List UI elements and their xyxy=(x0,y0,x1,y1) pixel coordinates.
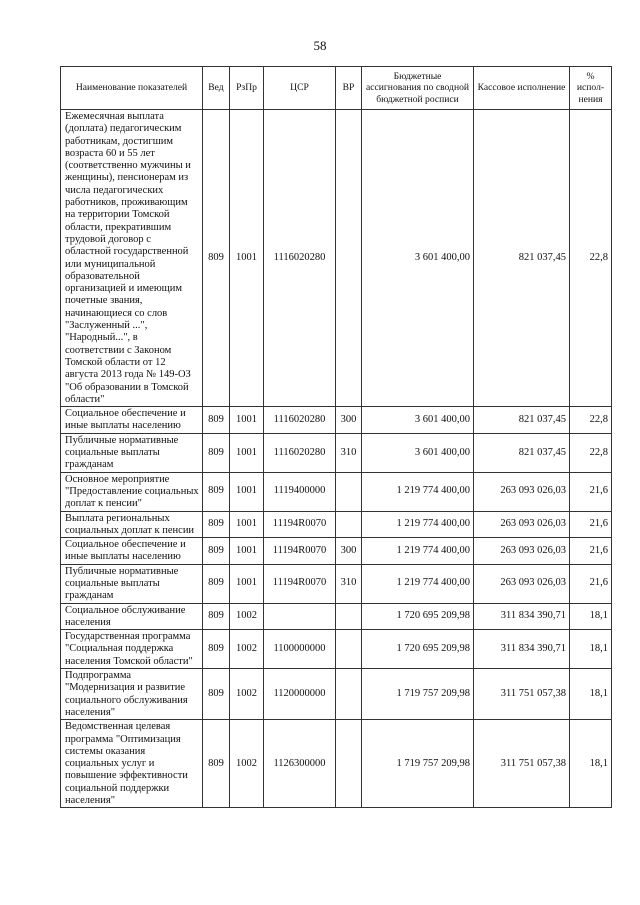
cell-pct: 18,1 xyxy=(570,669,612,720)
table-row xyxy=(61,472,612,511)
cell-cash: 311 751 057,38 xyxy=(474,669,570,720)
cell-cash: 821 037,45 xyxy=(474,110,570,407)
cell-ved: 809 xyxy=(203,630,230,669)
cell-cash: 311 834 390,71 xyxy=(474,603,570,630)
cell-budget: 1 219 774 400,00 xyxy=(362,472,474,511)
budget-table xyxy=(60,66,612,808)
table-row xyxy=(61,669,612,720)
cell-budget: 1 219 774 400,00 xyxy=(362,538,474,565)
column-header: Наименование показателей xyxy=(61,67,203,110)
cell-vr: 300 xyxy=(336,407,362,434)
cell-rzpr: 1001 xyxy=(230,564,264,603)
cell-cash: 263 093 026,03 xyxy=(474,472,570,511)
cell-name: Социальное обеспечение и иные выплаты населению xyxy=(61,407,203,434)
cell-csr: 1116020280 xyxy=(264,433,336,472)
cell-budget: 1 719 757 209,98 xyxy=(362,669,474,720)
cell-cash: 263 093 026,03 xyxy=(474,538,570,565)
cell-pct: 18,1 xyxy=(570,630,612,669)
table-row xyxy=(61,110,612,407)
cell-vr xyxy=(336,630,362,669)
cell-csr: 1116020280 xyxy=(264,407,336,434)
cell-rzpr: 1002 xyxy=(230,603,264,630)
cell-budget: 1 219 774 400,00 xyxy=(362,564,474,603)
page-number: 58 xyxy=(313,38,327,53)
cell-csr: 1126300000 xyxy=(264,720,336,808)
cell-vr xyxy=(336,603,362,630)
cell-vr xyxy=(336,472,362,511)
cell-cash: 311 834 390,71 xyxy=(474,630,570,669)
cell-name: Ведомственная целевая программа "Оптимизация системы оказания социальных услуг и повышение эффективности социальной поддержки населения" xyxy=(61,720,203,808)
cell-ved: 809 xyxy=(203,564,230,603)
cell-csr: 11194R0070 xyxy=(264,564,336,603)
cell-name: Выплата региональных социальных доплат к пенсии xyxy=(61,511,203,538)
column-header: Вед xyxy=(203,67,230,110)
table-row xyxy=(61,630,612,669)
cell-vr: 310 xyxy=(336,433,362,472)
cell-csr xyxy=(264,603,336,630)
cell-vr xyxy=(336,110,362,407)
cell-csr: 1120000000 xyxy=(264,669,336,720)
cell-cash: 311 751 057,38 xyxy=(474,720,570,808)
cell-budget: 1 719 757 209,98 xyxy=(362,720,474,808)
cell-ved: 809 xyxy=(203,669,230,720)
cell-pct: 18,1 xyxy=(570,720,612,808)
cell-ved: 809 xyxy=(203,511,230,538)
table-row xyxy=(61,720,612,808)
cell-cash: 821 037,45 xyxy=(474,407,570,434)
cell-budget: 3 601 400,00 xyxy=(362,407,474,434)
cell-budget: 1 720 695 209,98 xyxy=(362,630,474,669)
table-row xyxy=(61,538,612,565)
column-header: ЦСР xyxy=(264,67,336,110)
column-header: ВР xyxy=(336,67,362,110)
cell-pct: 21,6 xyxy=(570,564,612,603)
cell-rzpr: 1001 xyxy=(230,407,264,434)
cell-ved: 809 xyxy=(203,472,230,511)
cell-cash: 821 037,45 xyxy=(474,433,570,472)
cell-ved: 809 xyxy=(203,433,230,472)
cell-ved: 809 xyxy=(203,720,230,808)
cell-vr xyxy=(336,669,362,720)
table-row xyxy=(61,564,612,603)
column-header: Кассовое исполнение xyxy=(474,67,570,110)
cell-rzpr: 1002 xyxy=(230,630,264,669)
cell-vr: 300 xyxy=(336,538,362,565)
cell-budget: 3 601 400,00 xyxy=(362,433,474,472)
cell-csr: 11194R0070 xyxy=(264,511,336,538)
cell-csr: 1116020280 xyxy=(264,110,336,407)
cell-ved: 809 xyxy=(203,538,230,565)
cell-cash: 263 093 026,03 xyxy=(474,564,570,603)
table-row xyxy=(61,511,612,538)
cell-csr: 11194R0070 xyxy=(264,538,336,565)
cell-budget: 3 601 400,00 xyxy=(362,110,474,407)
column-header: % испол-нения xyxy=(570,67,612,110)
table-row xyxy=(61,603,612,630)
cell-rzpr: 1001 xyxy=(230,511,264,538)
cell-name: Социальное обеспечение и иные выплаты населению xyxy=(61,538,203,565)
cell-pct: 21,6 xyxy=(570,538,612,565)
cell-rzpr: 1001 xyxy=(230,472,264,511)
cell-pct: 21,6 xyxy=(570,472,612,511)
cell-name: Подпрограмма "Модернизация и развитие социального обслуживания населения" xyxy=(61,669,203,720)
cell-name: Ежемесячная выплата (доплата) педагогическим работникам, достигшим возраста 60 и 55 лет (соответственно мужчины и женщины), пенсионерам из числа педагогических работников, проживающим на территории Томской области, прекратившим трудовой договор с областной государственной или муниципальной образовательной организацией и имеющим почетные звания, начинающиеся со слов "Заслуженный ...", "Народный...", в соответствии с Законом Томской области от 12 августа 2013 года № 149-ОЗ "Об образовании в Томской области" xyxy=(61,110,203,407)
cell-pct: 22,8 xyxy=(570,433,612,472)
cell-ved: 809 xyxy=(203,407,230,434)
cell-rzpr: 1002 xyxy=(230,669,264,720)
cell-vr xyxy=(336,720,362,808)
cell-csr: 1119400000 xyxy=(264,472,336,511)
cell-cash: 263 093 026,03 xyxy=(474,511,570,538)
column-header: Бюджетные ассигнования по сводной бюджетной росписи xyxy=(362,67,474,110)
cell-rzpr: 1001 xyxy=(230,538,264,565)
cell-pct: 18,1 xyxy=(570,603,612,630)
cell-vr: 310 xyxy=(336,564,362,603)
cell-pct: 22,8 xyxy=(570,407,612,434)
cell-ved: 809 xyxy=(203,110,230,407)
cell-pct: 22,8 xyxy=(570,110,612,407)
cell-csr: 1100000000 xyxy=(264,630,336,669)
table-row xyxy=(61,433,612,472)
cell-name: Публичные нормативные социальные выплаты гражданам xyxy=(61,564,203,603)
column-header: РзПр xyxy=(230,67,264,110)
cell-vr xyxy=(336,511,362,538)
cell-name: Публичные нормативные социальные выплаты гражданам xyxy=(61,433,203,472)
cell-rzpr: 1001 xyxy=(230,110,264,407)
cell-name: Основное мероприятие "Предоставление социальных доплат к пенсии" xyxy=(61,472,203,511)
cell-ved: 809 xyxy=(203,603,230,630)
table-header-row xyxy=(61,67,612,110)
cell-rzpr: 1002 xyxy=(230,720,264,808)
cell-name: Государственная программа "Социальная поддержка населения Томской области" xyxy=(61,630,203,669)
cell-rzpr: 1001 xyxy=(230,433,264,472)
cell-pct: 21,6 xyxy=(570,511,612,538)
cell-budget: 1 219 774 400,00 xyxy=(362,511,474,538)
table-row xyxy=(61,407,612,434)
cell-budget: 1 720 695 209,98 xyxy=(362,603,474,630)
cell-name: Социальное обслуживание населения xyxy=(61,603,203,630)
